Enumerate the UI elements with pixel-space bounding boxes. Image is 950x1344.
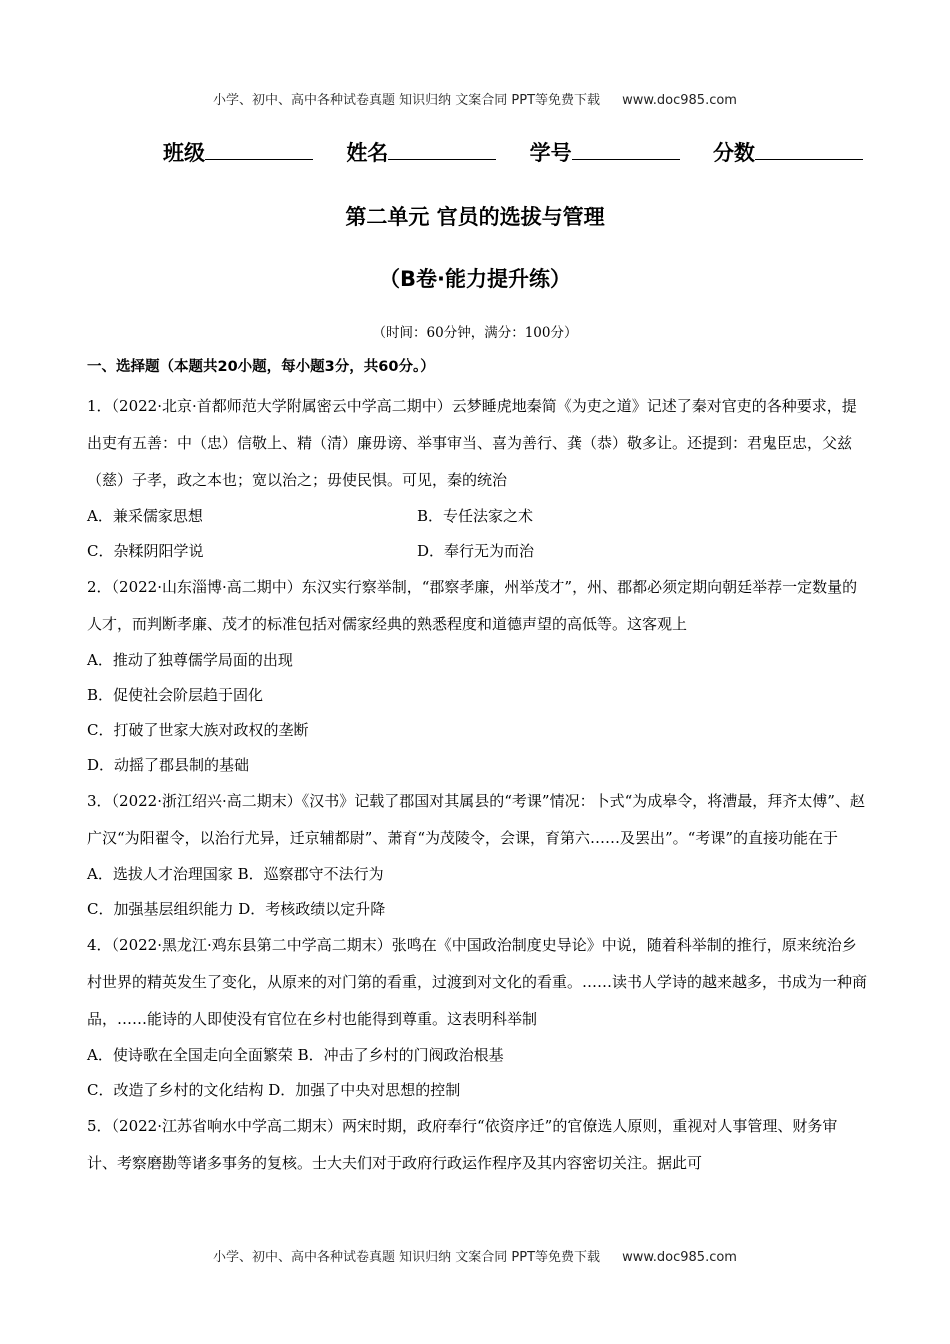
question-5 — [87, 1108, 867, 1182]
question-stem: 1．（2022·北京·首都师范大学附属密云中学高二期中）云梦睡虎地秦简《为吏之道》记述了秦对官吏的各种要求，提出吏有五善：中（忠）信敬上、精（清）廉毋谤、举事审当、喜为善行、龚（恭）敬多让。还提到：君鬼臣忠，父兹（慈）子孝，政之本也；宽以治之；毋使民惧。可见，秦的统治 — [87, 397, 857, 489]
option-row — [87, 534, 867, 569]
blank-line[interactable] — [388, 139, 496, 160]
question-3 — [87, 783, 867, 927]
banner-url[interactable]: www.doc985.com — [622, 93, 737, 108]
field-student-id: 学号 — [530, 137, 680, 167]
option-row — [87, 499, 867, 534]
field-name: 姓名 — [346, 137, 496, 167]
question-stem: 4．（2022·黑龙江·鸡东县第二中学高二期末）张鸣在《中国政治制度史导论》中说，随着科举制的推行，原来统治乡村世界的精英发生了变化，从原来的对门第的看重，过渡到对文化的看重。……读书人学诗的越来越多，书成为一种商品，……能诗的人即使没有官位在乡村也能得到尊重。这表明科举制 — [87, 936, 868, 1028]
option-c[interactable]: C．打破了世家大族对政权的垄断 — [87, 721, 309, 739]
student-info-fields — [163, 137, 889, 167]
option-a-b[interactable]: A．选拔人才治理国家 B．巡察郡守不法行为 — [87, 865, 384, 883]
option-b[interactable]: B．专任法家之术 — [417, 507, 534, 525]
option-a[interactable]: A．兼采儒家思想 — [87, 507, 203, 525]
banner-text: 小学、初中、高中各种试卷真题 知识归纳 文案合同 PPT等免费下载 — [213, 93, 601, 108]
question-2 — [87, 569, 867, 783]
blank-line[interactable] — [205, 139, 313, 160]
question-stem: 3．（2022·浙江绍兴·高二期末）《汉书》记载了郡国对其属县的“考课”情况：卜式“为成皋令，将漕最，拜齐太傅”、赵广汉“为阳翟令，以治行尤异，迁京辅都尉”、萧育“为茂陵令，会课，育第六……及罢出”。“考课”的直接功能在于 — [87, 792, 865, 847]
question-1 — [87, 388, 867, 569]
option-b[interactable]: B．促使社会阶层趋于固化 — [87, 686, 264, 704]
banner-url[interactable]: www.doc985.com — [622, 1250, 737, 1265]
page-subtitle: （B卷·能力提升练） — [379, 267, 571, 291]
section-heading: 一、选择题（本题共20小题，每小题3分，共60分。） — [87, 359, 435, 375]
blank-line[interactable] — [755, 139, 863, 160]
question-4 — [87, 927, 867, 1108]
option-a[interactable]: A．推动了独尊儒学局面的出现 — [87, 651, 293, 669]
exam-meta: （时间：60分钟，满分：100分） — [372, 325, 578, 341]
option-a-b[interactable]: A．使诗歌在全国走向全面繁荣 B．冲击了乡村的门阀政治根基 — [87, 1046, 504, 1064]
option-d[interactable]: D．奉行无为而治 — [417, 542, 535, 560]
blank-line[interactable] — [572, 139, 680, 160]
option-d[interactable]: D．动摇了郡县制的基础 — [87, 756, 250, 774]
banner-text: 小学、初中、高中各种试卷真题 知识归纳 文案合同 PPT等免费下载 — [213, 1250, 601, 1265]
field-score: 分数 — [713, 137, 863, 167]
footer-banner — [0, 1246, 950, 1265]
option-c-d[interactable]: C．改造了乡村的文化结构 D．加强了中央对思想的控制 — [87, 1081, 461, 1099]
question-stem: 5．（2022·江苏省响水中学高二期末）两宋时期，政府奉行“依资序迁”的官僚选人原则，重视对人事管理、财务审计、考察磨勘等诸多事务的复核。士大夫们对于政府行政运作程序及其内容密切关注。据此可 — [87, 1117, 838, 1172]
header-banner — [0, 89, 950, 108]
page-title: 第二单元 官员的选拔与管理 — [345, 205, 605, 229]
option-c-d[interactable]: C．加强基层组织能力 D．考核政绩以定升降 — [87, 900, 386, 918]
field-class: 班级 — [163, 137, 313, 167]
option-c[interactable]: C．杂糅阴阳学说 — [87, 542, 204, 560]
question-content — [87, 354, 867, 1182]
question-stem: 2．（2022·山东淄博·高二期中）东汉实行察举制，“郡察孝廉，州举茂才”，州、郡都必须定期向朝廷举荐一定数量的人才，而判断孝廉、茂才的标准包括对儒家经典的熟悉程度和道德声望的高低等。这客观上 — [87, 578, 858, 633]
